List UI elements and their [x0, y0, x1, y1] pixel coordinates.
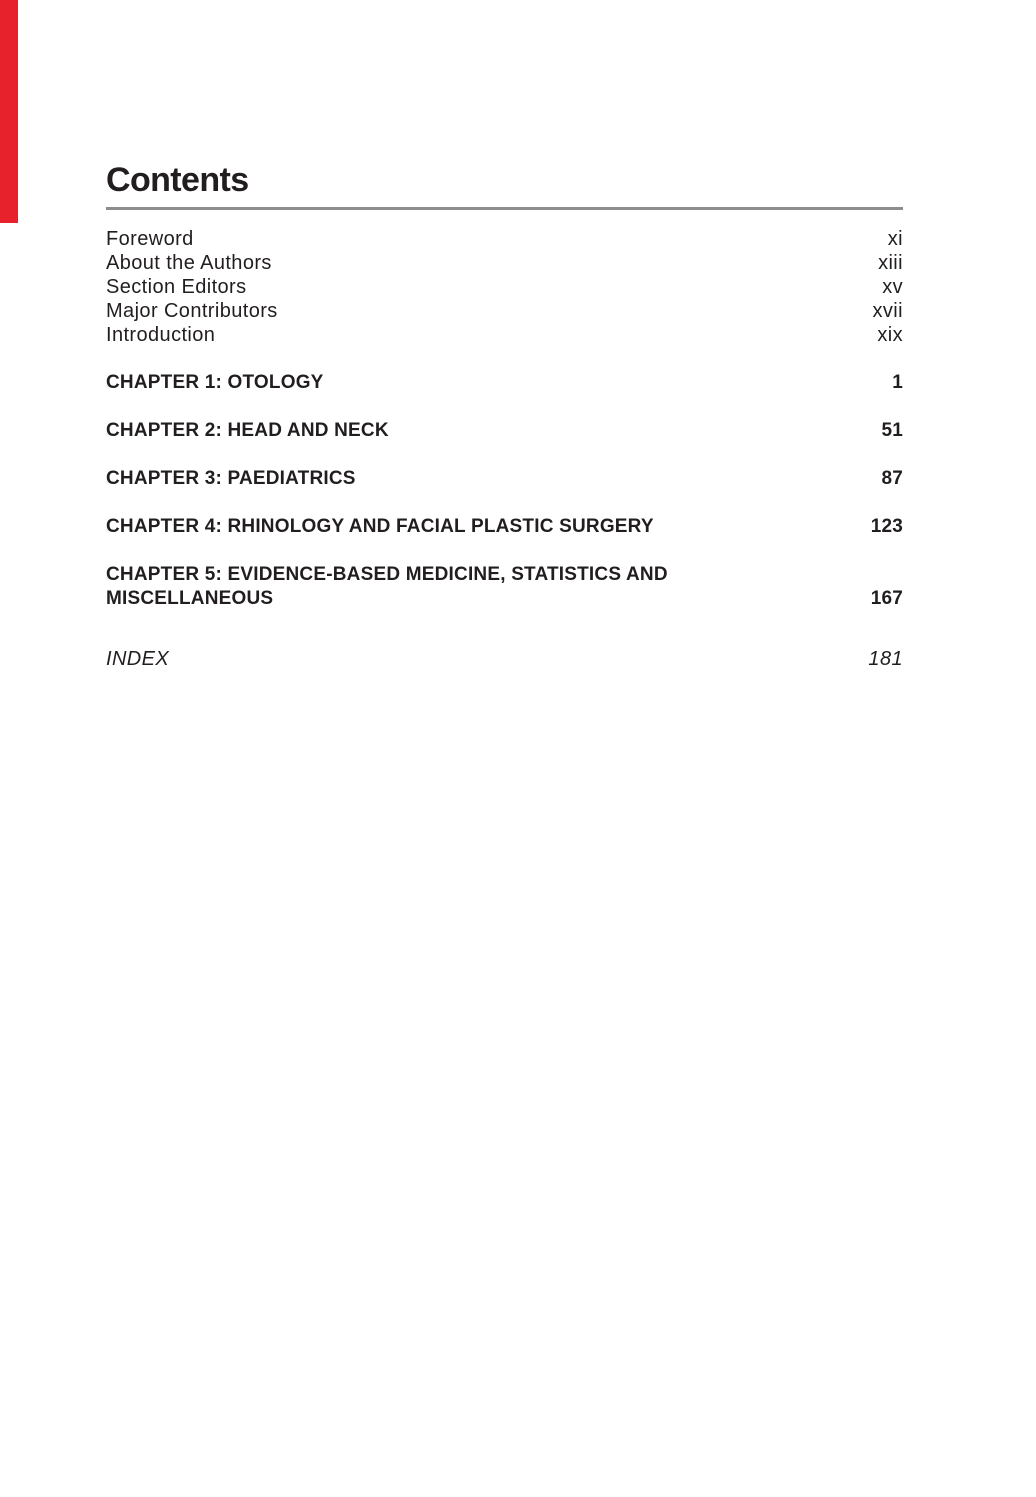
toc-row-page: xiii [878, 252, 903, 274]
chapter-row-page: 123 [870, 516, 903, 537]
toc-row-page: xi [887, 228, 903, 250]
chapter-row-page: 1 [892, 372, 903, 393]
toc-row-label: About the Authors [106, 252, 272, 274]
chapter-row-label: CHAPTER 3: PAEDIATRICS [106, 468, 356, 489]
toc-row-page: xv [882, 276, 903, 298]
chapter-row-label: CHAPTER 5: EVIDENCE-BASED MEDICINE, STATISTICS AND MISCELLANEOUS [106, 564, 668, 609]
chapter-row-3 [106, 467, 903, 491]
chapter-row-page: 167 [870, 588, 903, 609]
chapter-row-1 [106, 371, 903, 395]
title-rule [106, 207, 903, 210]
toc-row-label: Foreword [106, 228, 194, 250]
front-matter-list [106, 227, 903, 347]
index-row-label: INDEX [106, 648, 170, 670]
red-accent-bar [0, 0, 18, 223]
chapter-row-label: CHAPTER 1: OTOLOGY [106, 372, 324, 393]
toc-row-major-contributors [106, 299, 903, 323]
chapter-row-label: CHAPTER 2: HEAD AND NECK [106, 420, 389, 441]
toc-row-label: Major Contributors [106, 300, 278, 322]
chapter-row-label: CHAPTER 4: RHINOLOGY AND FACIAL PLASTIC SURGERY [106, 516, 654, 537]
toc-content [106, 0, 903, 671]
chapter-row-4 [106, 515, 903, 539]
index-row [106, 647, 903, 671]
toc-row-label: Introduction [106, 324, 216, 346]
toc-row-label: Section Editors [106, 276, 247, 298]
chapter-list [106, 371, 903, 611]
page-title: Contents [106, 161, 249, 199]
chapter-row-2 [106, 419, 903, 443]
chapter-row-page: 87 [881, 468, 903, 489]
toc-row-about-the-authors [106, 251, 903, 275]
toc-row-page: xvii [872, 300, 903, 322]
chapter-row-page: 51 [881, 420, 903, 441]
index-row-page: 181 [868, 648, 903, 670]
toc-row-foreword [106, 227, 903, 251]
toc-row-introduction [106, 323, 903, 347]
toc-row-page: xix [877, 324, 903, 346]
chapter-row-5 [106, 563, 903, 611]
toc-row-section-editors [106, 275, 903, 299]
